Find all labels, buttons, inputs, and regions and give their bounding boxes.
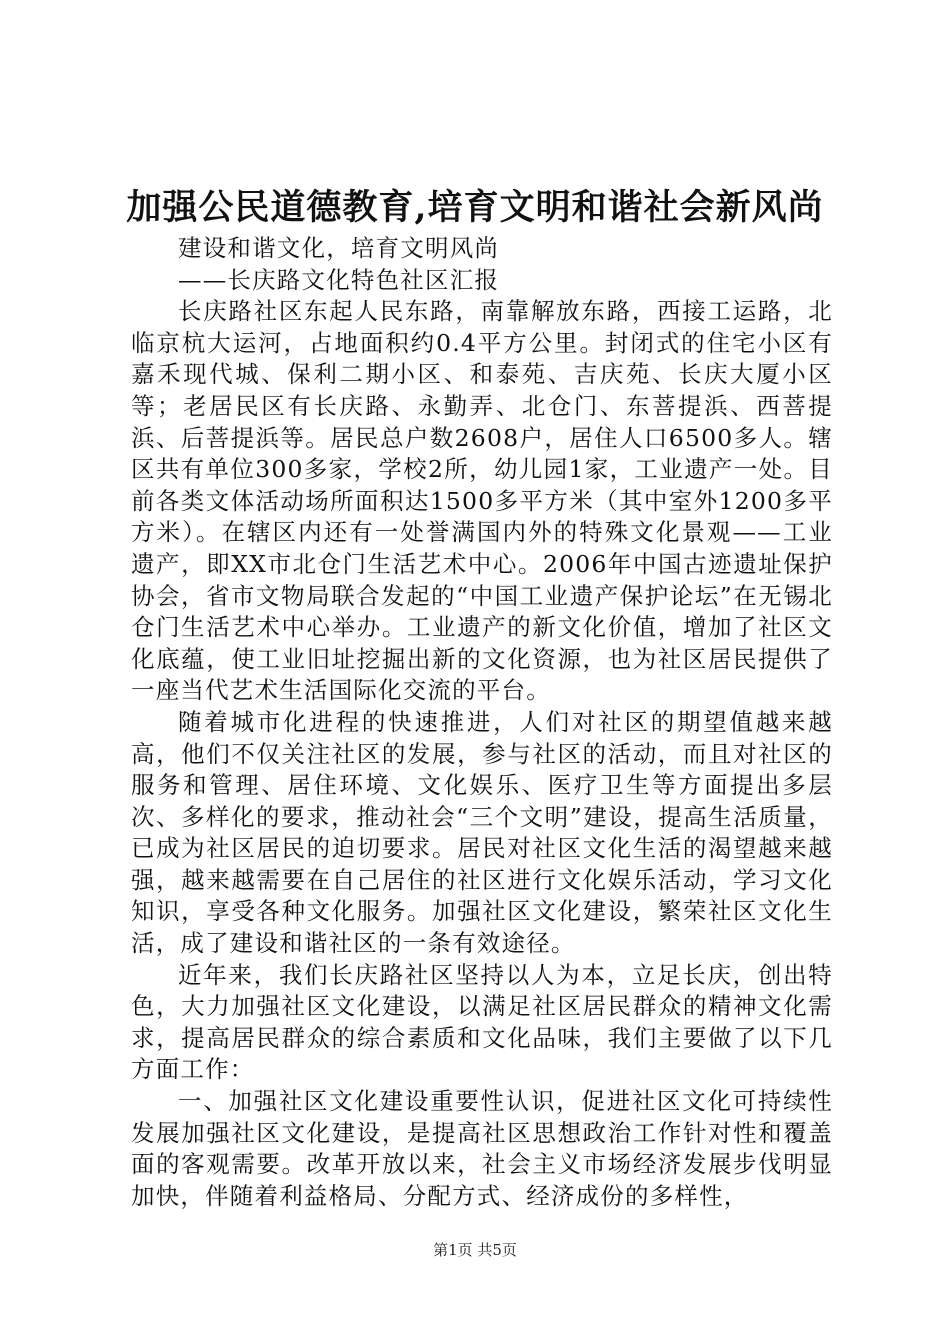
page-number-footer: 第1页 共5页 (433, 1241, 517, 1259)
body-paragraph: 随着城市化进程的快速推进，人们对社区的期望值越来越高，他们不仅关注社区的发展，参与社区的活动，而且对社区的服务和管理、居住环境、文化娱乐、医疗卫生等方面提出多层次、多样化的要求，推动社会“三个文明”建设，提高生活质量，已成为社区居民的迫切要求。居民对社区文化生活的渴望越来越强，越来越需要在自己居住的社区进行文化娱乐活动，学习文化知识，享受各种文化服务。加强社区文化建设，繁荣社区文化生活，成了建设和谐社区的一条有效途径。 (131, 707, 833, 958)
subtitle-line: ——长庆路文化特色社区汇报 (178, 265, 500, 294)
subtitle-line: 建设和谐文化，培育文明风尚 (178, 234, 500, 262)
document-body (131, 233, 833, 1212)
body-paragraph: 一、加强社区文化建设重要性认识，促进社区文化可持续性发展加强社区文化建设，是提高社区思想政治工作针对性和覆盖面的客观需要。改革开放以来，社会主义市场经济发展步伐明显加快，伴随着利益格局、分配方式、经济成份的多样性， (131, 1087, 833, 1210)
body-paragraph: 近年来，我们长庆路社区坚持以人为本，立足长庆，创出特色，大力加强社区文化建设，以满足社区居民群众的精神文化需求，提高居民群众的综合素质和文化品味，我们主要做了以下几方面工作： (131, 960, 833, 1084)
document-title: 加强公民道德教育,培育文明和谐社会新风尚 (126, 187, 824, 228)
body-paragraph: 长庆路社区东起人民东路，南靠解放东路，西接工运路，北临京杭大运河，占地面积约0.4平方公里。封闭式的住宅小区有嘉禾现代城、保利二期小区、和泰苑、吉庆苑、长庆大厦小区等；老居民区有长庆路、永勤弄、北仓门、东菩提浜、西菩提浜、后菩提浜等。居民总户数2608户，居住人口6500多人。辖区共有单位300多家，学校2所，幼儿园1家，工业遗产一处。目前各类文体活动场所面积达1500多平方米（其中室外1200多平方米）。在辖区内还有一处誉满国内外的特殊文化景观——工业遗产，即XX市北仓门生活艺术中心。2006年中国古迹遗址保护协会，省市文物局联合发起的“中国工业遗产保护论坛”在无锡北仓门生活艺术中心举办。工业遗产的新文化价值，增加了社区文化底蕴，使工业旧址挖掘出新的文化资源，也为社区居民提供了一座当代艺术生活国际化交流的平台。 (131, 297, 833, 705)
